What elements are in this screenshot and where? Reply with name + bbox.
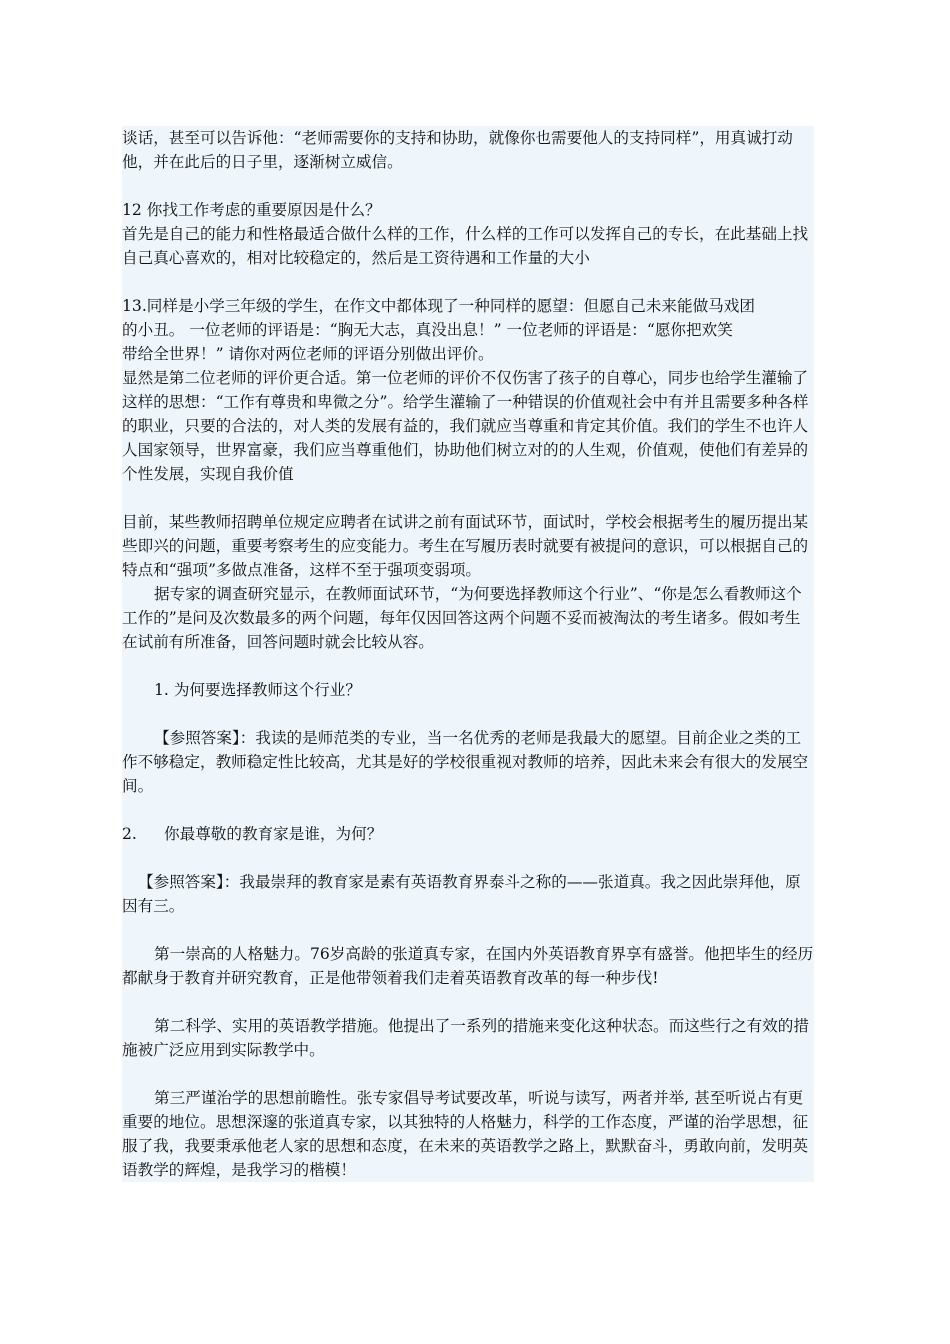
answer-2: 【参照答案】：我最崇拜的教育家是素有英语教育界泰斗之称的——张道真。我之因此崇拜他，原因有三。 xyxy=(122,873,801,915)
answer-12: 首先是自己的能力和性格最适合做什么样的工作，什么样的工作可以发挥自己的专长，在此基础上找自己真心喜欢的，相对比较稳定的，然后是工资待遇和工作量的大小 xyxy=(122,225,809,267)
answer-13: 显然是第二位老师的评价更合适。第一位老师的评价不仅伤害了孩子的自尊心，同步也给学生灌输了这样的思想：“工作有尊贵和卑微之分”。给学生灌输了一种错误的价值观社会中有并且需要多种各样的职业，只要的合法的，对人类的发展有益的，我们就应当尊重和肯定其价值。我们的学生不也许人人国家领导，世界富豪，我们应当尊重他们，协助他们树立对的的人生观，价值观，使他们有差异的个性发展，实现自我价值 xyxy=(122,369,809,483)
question-13-line-2: 的小丑。 一位老师的评语是：“胸无大志，真没出息！” 一位老师的评语是：“愿你把欢笑 xyxy=(122,321,733,339)
question-13-line-1: 13.同样是小学三年级的学生，在作文中都体现了一种同样的愿望：但愿自己未来能做马戏团 xyxy=(122,297,755,315)
question-2 xyxy=(122,822,814,846)
document-body xyxy=(122,126,814,1182)
paragraph-intro-continuation: 谈话，甚至可以告诉他：“老师需要你的支持和协助，就像你也需要他人的支持同样”，用真诚打动他，并在此后的日子里，逐渐树立威信。 xyxy=(122,129,793,171)
question-2-number: 2. xyxy=(122,825,137,843)
question-13-line-3: 带给全世界！” 请你对两位老师的评语分别做出评价。 xyxy=(122,345,494,363)
reason-2: 第二科学、实用的英语教学措施。他提出了一系列的措施来变化这种状态。而这些行之有效的措施被广泛应用到实际教学中。 xyxy=(122,1017,809,1059)
answer-1: 【参照答案】：我读的是师范类的专业，当一名优秀的老师是我最大的愿望。目前企业之类的工作不够稳定，教师稳定性比较高，尤其是好的学校很重视对教师的培养，因此未来会有很大的发展空间。 xyxy=(122,729,809,795)
question-12: 12 你找工作考虑的重要原因是什么？ xyxy=(122,201,381,219)
question-2-text: 你最尊敬的教育家是谁，为何？ xyxy=(164,825,383,843)
question-1: 1. 为何要选择教师这个行业？ xyxy=(154,681,361,699)
expert-research-paragraph: 据专家的调查研究显示，在教师面试环节，“为何要选择教师这个行业”、“你是怎么看教师这个工作的”是问及次数最多的两个问题，每年仅因回答这两个问题不妥而被淘汰的考生诸多。假如考生在试前有所准备，回答问题时就会比较从容。 xyxy=(122,585,802,651)
reason-1: 第一崇高的人格魅力。76岁高龄的张道真专家，在国内外英语教育界享有盛誉。他把毕生的经历都献身于教育并研究教育，正是他带领着我们走着英语教育改革的每一种步伐! xyxy=(122,945,814,987)
reason-3: 第三严谨治学的思想前瞻性。张专家倡导考试要改革，听说与读写，两者并举, 甚至听说占有更重要的地位。思想深邃的张道真专家，以其独特的人格魅力，科学的工作态度，严谨的治学思想，征服了我，我要秉承他老人家的思想和态度，在未来的英语教学之路上，默默奋斗，勇敢向前，发明英语教学的辉煌，是我学习的楷模！ xyxy=(122,1089,809,1179)
interview-intro: 目前，某些教师招聘单位规定应聘者在试讲之前有面试环节，面试时，学校会根据考生的履历提出某些即兴的问题，重要考察考生的应变能力。考生在写履历表时就要有被提问的意识，可以根据自己的特点和“强项”多做点准备，这样不至于强项变弱项。 xyxy=(122,513,809,579)
